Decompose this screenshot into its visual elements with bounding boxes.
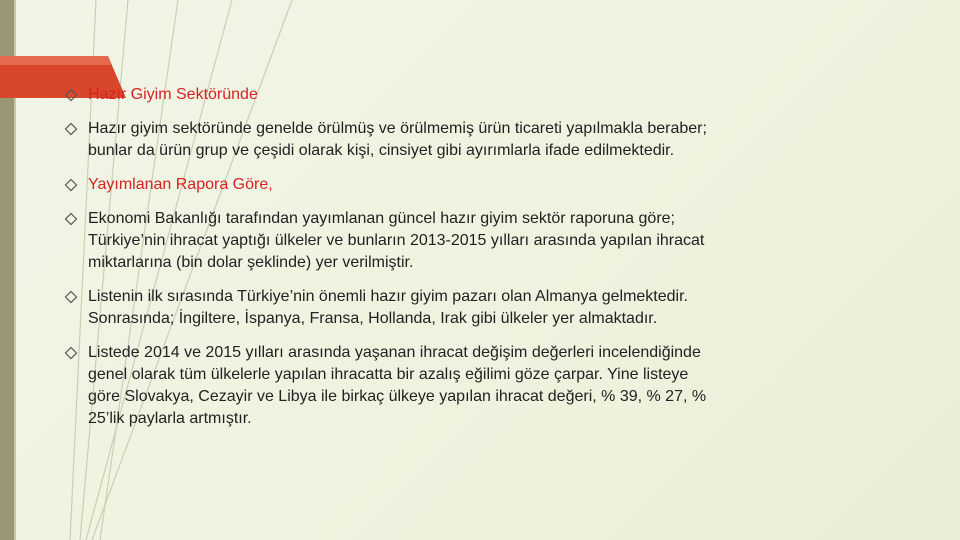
diamond-outline-icon	[64, 212, 78, 226]
bullet-text: Ekonomi Bakanlığı tarafından yayımlanan güncel hazır giyim sektör raporuna göre; Türkiye’nin ihracat yaptığı ülkeler ve bunların 2013-2015 yılları arasında yapılan ihracat miktarlarına (bin dolar şeklinde) yer verilmiştir.	[88, 210, 705, 271]
diamond-outline-icon	[64, 346, 78, 360]
bullet-item	[64, 208, 724, 274]
bullet-item	[64, 342, 724, 430]
diamond-outline-icon	[64, 122, 78, 136]
bullet-item	[64, 286, 724, 330]
bullet-item	[64, 118, 724, 162]
bullet-item	[64, 174, 724, 196]
slide-content	[64, 84, 724, 430]
diamond-outline-icon	[64, 178, 78, 192]
bullet-item	[64, 84, 724, 106]
bullet-heading: Yayımlanan Rapora Göre,	[88, 176, 273, 193]
diamond-outline-icon	[64, 290, 78, 304]
bullet-text: Listede 2014 ve 2015 yılları arasında yaşanan ihracat değişim değerleri incelendiğinde genel olarak tüm ülkelerle yapılan ihracatta bir azalış eğilimi göze çarpar. Yine listeye göre Slovakya, Cezayir ve Libya ile birkaç ülkeye yapılan ihracat değeri, % 39, % 27, % 25’lik paylarla artmıştır.	[88, 344, 707, 427]
diamond-outline-icon	[64, 88, 78, 102]
bullet-text: Hazır giyim sektöründe genelde örülmüş ve örülmemiş ürün ticareti yapılmakla beraber; bunlar da ürün grup ve çeşidi olarak kişi, cinsiyet gibi ayırımlarla ifade edilmektedir.	[88, 120, 707, 159]
bullet-text: Listenin ilk sırasında Türkiye’nin önemli hazır giyim pazarı olan Almanya gelmektedir. Sonrasında; İngiltere, İspanya, Fransa, Hollanda, Irak gibi ülkeler yer almaktadır.	[88, 288, 688, 327]
bullet-heading: Hazır Giyim Sektöründe	[88, 86, 258, 103]
